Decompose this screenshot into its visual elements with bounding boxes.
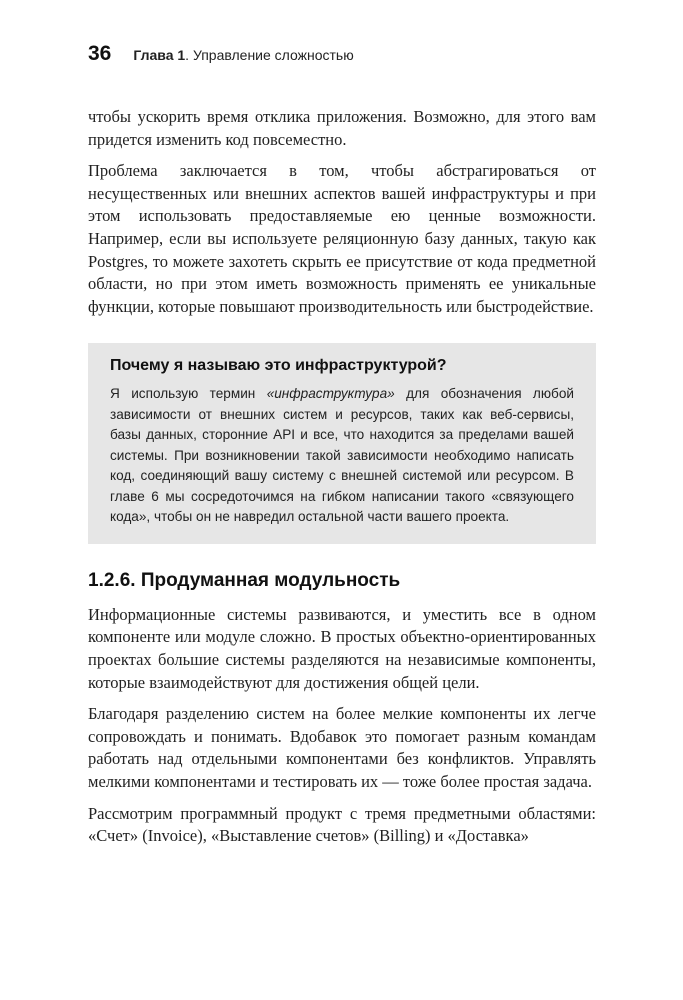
section-heading: 1.2.6. Продуманная модульность: [88, 569, 401, 591]
sidebar-text: [110, 384, 574, 528]
paragraph: Информационные системы развиваются, и уместить все в одном компоненте или модуле сложно. В простых объектно-ориентированных проектах большие системы разделяются на независимые компоненты, которые взаимодействуют для достижения общей цели.: [88, 604, 596, 692]
running-head: [133, 47, 353, 63]
paragraph: Благодаря разделению систем на более мелкие компоненты их легче сопровождать и понимать. Вдобавок это помогает разным командам работать над отдельными компонентами без конфликтов. Управлять мелкими компонентами и тестировать их — тоже более простая задача.: [88, 704, 596, 791]
chapter-label: Глава 1: [133, 47, 186, 63]
chapter-title: . Управление сложностью: [185, 47, 354, 63]
paragraph: Проблема заключается в том, чтобы абстрагироваться от несущественных или внешних аспектов вашей инфраструктуры и при этом использовать предоставляемые ею ценные возможности. Например, если вы используете реляционную базу данных, такую как Postgres, то можете захотеть скрыть ее присутствие от кода предметной области, но при этом иметь возможность применять ее уникальные функции, которые повышают производительность или быстродействие.: [88, 161, 596, 316]
sidebar-term: «инфраструктура»: [266, 386, 395, 402]
sidebar-text-start: Я использую термин: [110, 386, 267, 402]
page-header: [88, 42, 354, 72]
sidebar-title: Почему я называю это инфраструктурой?: [110, 357, 447, 375]
paragraph: чтобы ускорить время отклика приложения. Возможно, для этого вам придется изменить код повсеместно.: [88, 107, 596, 149]
page-content: [88, 106, 596, 857]
page-number: 36: [88, 42, 112, 65]
sidebar-box: [88, 343, 596, 544]
sidebar-text-end: для обозначения любой зависимости от внешних систем и ресурсов, таких как веб-сервисы, базы данных, сторонние API и все, что находится за пределами вашей системы. При возникновении такой зависимости необходимо написать код, соединяющий вашу систему с внешней системой или ресурсом. В главе 6 мы сосредоточимся на гибком написании такого «связующего кода», чтобы он не навредил остальной части вашего проекта.: [110, 386, 574, 525]
paragraph: Рассмотрим программный продукт с тремя предметными областями: «Счет» (Invoice), «Выставление счетов» (Billing) и «Доставка»: [88, 803, 596, 846]
